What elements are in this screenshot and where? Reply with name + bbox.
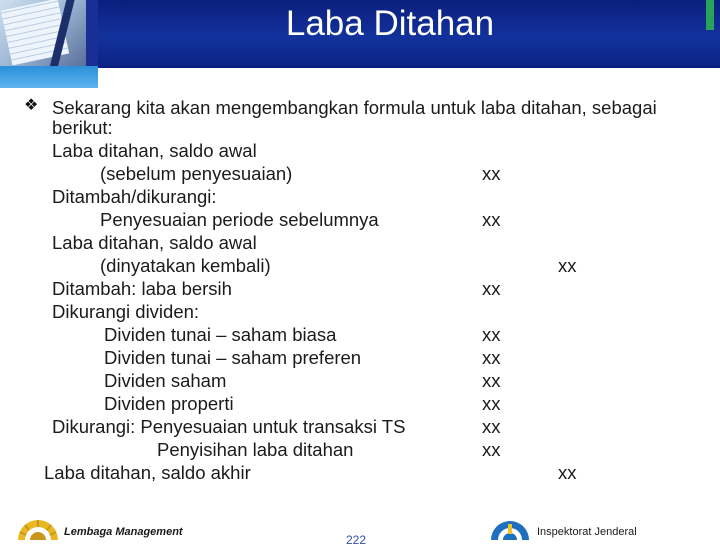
inspektorat-logo [490,518,530,540]
row-label: Ditambah/dikurangi: [52,186,217,207]
row-label: Laba ditahan, saldo awal [52,232,257,253]
row-mid-value: xx [482,209,501,230]
row-label: (dinyatakan kembali) [100,255,271,276]
row-right-value: xx [558,255,577,276]
row-mid-value: xx [482,370,501,391]
row-mid-value: xx [482,393,501,414]
row-right-value: xx [558,462,577,483]
row-mid-value: xx [482,347,501,368]
row-label: Penyesuaian periode sebelumnya [100,209,379,230]
row-mid-value: xx [482,324,501,345]
intro-line-2: berikut: [52,117,113,138]
row-mid-value: xx [482,278,501,299]
row-label: Laba ditahan, saldo akhir [44,462,251,483]
lembaga-management-logo [16,516,60,540]
row-label: Dikurangi: Penyesuaian untuk transaksi TS [52,416,406,437]
page-number: 222 [346,533,367,547]
row-mid-value: xx [482,163,501,184]
row-label: (sebelum penyesuaian) [100,163,293,184]
row-mid-value: xx [482,439,501,460]
intro-line-1: Sekarang kita akan mengembangkan formula untuk laba ditahan, sebagai [52,97,657,118]
row-label: Dividen tunai – saham preferen [104,347,362,368]
footer-right-org: Inspektorat Jenderal [537,526,637,538]
footer-left-org: Lembaga Management [64,526,183,538]
row-label: Dividen saham [104,370,227,391]
row-label: Dividen properti [104,393,234,414]
row-label: Penyisihan laba ditahan [157,439,354,460]
row-label: Dikurangi dividen: [52,301,200,322]
page-title: Laba Ditahan [285,4,495,43]
row-label: Ditambah: laba bersih [52,278,232,299]
row-label: Dividen tunai – saham biasa [104,324,337,345]
diamond-bullet-icon: ❖ [24,97,39,114]
row-label: Laba ditahan, saldo awal [52,140,257,161]
row-mid-value: xx [482,416,501,437]
